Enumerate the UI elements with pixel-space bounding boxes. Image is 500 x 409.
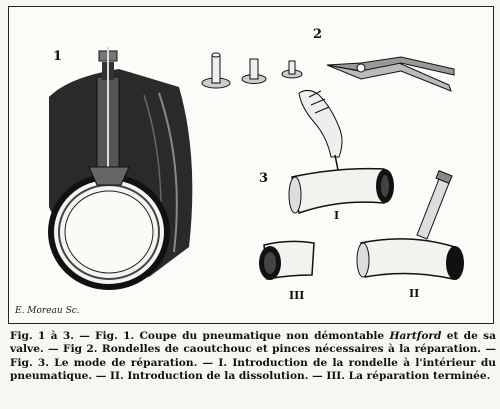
tube-segment-I (289, 169, 394, 213)
fig-3-label: 3 (259, 171, 269, 186)
fig-1-label: 1 (53, 49, 63, 64)
rubber-washers (202, 53, 302, 88)
repair-pliers (327, 57, 454, 91)
part-I-label: I (334, 209, 340, 222)
caption-brand: Hartford (389, 330, 442, 342)
tube-segment-III (259, 241, 314, 280)
caption-text-2: et de sa valve. — Fig 2. Rondelles de caoutchouc et pinces nécessaires à la réparation. — Fig. 3. Le mode de réparation. — I. Introduction de la rondelle à l'intérieur du pneumatique. — II. Introduction de la dissolution. — III. La réparation terminée. (10, 330, 496, 383)
caption-text-1: Fig. 1 à 3. — Fig. 1. Coupe du pneumatique non démontable (10, 330, 390, 342)
tire-cross-section (49, 47, 192, 287)
hand-inserting-washer (299, 90, 342, 175)
tire-repair-illustration (9, 7, 493, 323)
engraving-figure (8, 6, 494, 324)
part-II-label: II (409, 287, 420, 300)
part-III-label: III (289, 289, 305, 302)
engraver-signature: E. Moreau Sc. (15, 306, 80, 316)
figure-caption (10, 330, 496, 384)
fig-2-label: 2 (313, 27, 323, 42)
